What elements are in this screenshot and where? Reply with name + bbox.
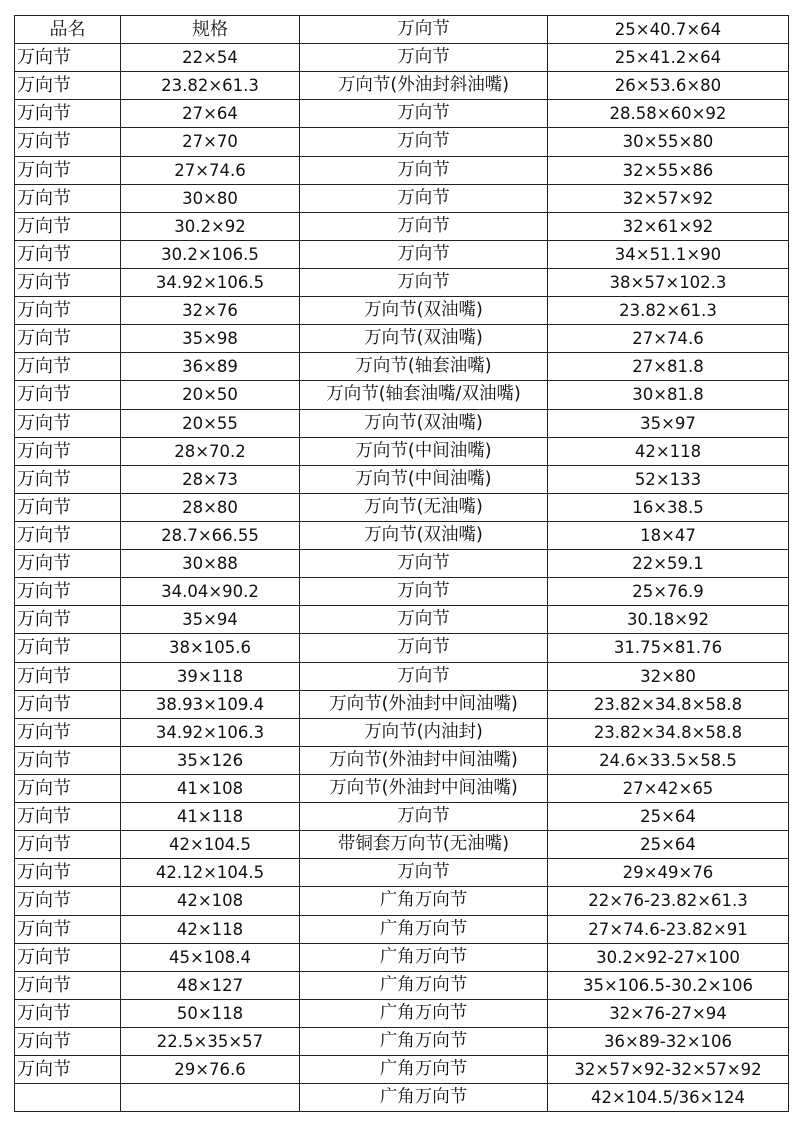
cell-spec: 38.93×109.4 xyxy=(121,690,300,718)
table-row xyxy=(15,971,789,999)
cell-spec-2: 27×74.6-23.82×91 xyxy=(548,915,789,943)
cell-spec: 50×118 xyxy=(121,999,300,1027)
cell-product-name-2: 广角万向节 xyxy=(300,1027,548,1055)
cell-product-name-2: 广角万向节 xyxy=(300,999,548,1027)
cell-product-name-2: 万向节(内油封) xyxy=(300,718,548,746)
cell-product-name: 万向节 xyxy=(15,1027,121,1055)
table-row xyxy=(15,409,789,437)
cell-product-name-2: 万向节 xyxy=(300,578,548,606)
cell-spec-2: 28.58×60×92 xyxy=(548,100,789,128)
cell-spec-2: 38×57×102.3 xyxy=(548,268,789,296)
cell-product-name: 万向节 xyxy=(15,859,121,887)
cell-product-name: 万向节 xyxy=(15,718,121,746)
product-spec-table xyxy=(14,15,789,1112)
cell-spec: 30.2×92 xyxy=(121,212,300,240)
cell-spec-2: 32×76-27×94 xyxy=(548,999,789,1027)
cell-spec: 20×55 xyxy=(121,409,300,437)
cell-product-name xyxy=(15,1084,121,1112)
cell-spec-2: 23.82×61.3 xyxy=(548,297,789,325)
table-row xyxy=(15,1084,789,1112)
table-row xyxy=(15,1027,789,1055)
cell-spec-2: 23.82×34.8×58.8 xyxy=(548,690,789,718)
cell-product-name-2: 万向节 xyxy=(300,803,548,831)
cell-spec-2: 25×64 xyxy=(548,831,789,859)
cell-spec-2: 32×57×92 xyxy=(548,184,789,212)
cell-spec: 45×108.4 xyxy=(121,943,300,971)
cell-spec-2: 27×81.8 xyxy=(548,353,789,381)
cell-spec-2: 31.75×81.76 xyxy=(548,634,789,662)
header-product-name-2: 万向节 xyxy=(300,16,548,44)
cell-product-name: 万向节 xyxy=(15,606,121,634)
cell-product-name-2: 万向节 xyxy=(300,662,548,690)
cell-product-name: 万向节 xyxy=(15,521,121,549)
cell-product-name: 万向节 xyxy=(15,100,121,128)
cell-spec-2: 22×76-23.82×61.3 xyxy=(548,887,789,915)
cell-spec: 22.5×35×57 xyxy=(121,1027,300,1055)
table-row xyxy=(15,521,789,549)
header-product-name: 品名 xyxy=(15,16,121,44)
cell-product-name-2: 广角万向节 xyxy=(300,1084,548,1112)
cell-spec: 29×76.6 xyxy=(121,1056,300,1084)
cell-spec-2: 32×57×92-32×57×92 xyxy=(548,1056,789,1084)
cell-product-name: 万向节 xyxy=(15,746,121,774)
cell-product-name-2: 万向节 xyxy=(300,240,548,268)
cell-product-name-2: 广角万向节 xyxy=(300,887,548,915)
cell-spec-2: 32×61×92 xyxy=(548,212,789,240)
cell-spec-2: 30.2×92-27×100 xyxy=(548,943,789,971)
table-row xyxy=(15,128,789,156)
cell-product-name-2: 带铜套万向节(无油嘴) xyxy=(300,831,548,859)
table-row xyxy=(15,746,789,774)
cell-product-name-2: 万向节 xyxy=(300,156,548,184)
cell-product-name-2: 万向节(外油封斜油嘴) xyxy=(300,72,548,100)
cell-product-name-2: 万向节(中间油嘴) xyxy=(300,437,548,465)
table-row xyxy=(15,831,789,859)
cell-spec: 30×88 xyxy=(121,550,300,578)
cell-spec-2: 26×53.6×80 xyxy=(548,72,789,100)
cell-spec-2: 25×41.2×64 xyxy=(548,44,789,72)
table-row xyxy=(15,184,789,212)
cell-spec: 41×118 xyxy=(121,803,300,831)
cell-spec: 30.2×106.5 xyxy=(121,240,300,268)
cell-spec-2: 42×104.5/36×124 xyxy=(548,1084,789,1112)
cell-spec: 34.04×90.2 xyxy=(121,578,300,606)
cell-product-name-2: 万向节 xyxy=(300,859,548,887)
cell-product-name: 万向节 xyxy=(15,887,121,915)
cell-spec: 42×118 xyxy=(121,915,300,943)
header-spec-2: 25×40.7×64 xyxy=(548,16,789,44)
cell-product-name-2: 万向节 xyxy=(300,606,548,634)
cell-spec: 48×127 xyxy=(121,971,300,999)
cell-product-name-2: 万向节 xyxy=(300,100,548,128)
cell-spec: 27×64 xyxy=(121,100,300,128)
cell-spec: 41×108 xyxy=(121,774,300,802)
cell-product-name: 万向节 xyxy=(15,803,121,831)
cell-product-name-2: 广角万向节 xyxy=(300,915,548,943)
table-row xyxy=(15,606,789,634)
cell-spec-2: 23.82×34.8×58.8 xyxy=(548,718,789,746)
cell-product-name: 万向节 xyxy=(15,915,121,943)
table-row xyxy=(15,100,789,128)
cell-product-name: 万向节 xyxy=(15,72,121,100)
cell-product-name-2: 万向节 xyxy=(300,44,548,72)
cell-product-name-2: 万向节 xyxy=(300,550,548,578)
cell-spec: 35×98 xyxy=(121,325,300,353)
table-row xyxy=(15,325,789,353)
cell-product-name: 万向节 xyxy=(15,409,121,437)
cell-spec-2: 35×97 xyxy=(548,409,789,437)
table-row xyxy=(15,353,789,381)
cell-spec: 27×70 xyxy=(121,128,300,156)
table-row xyxy=(15,268,789,296)
cell-spec: 23.82×61.3 xyxy=(121,72,300,100)
table-row xyxy=(15,803,789,831)
cell-spec-2: 30×81.8 xyxy=(548,381,789,409)
cell-product-name: 万向节 xyxy=(15,493,121,521)
cell-product-name: 万向节 xyxy=(15,634,121,662)
cell-product-name: 万向节 xyxy=(15,297,121,325)
cell-product-name-2: 万向节 xyxy=(300,212,548,240)
table-row xyxy=(15,240,789,268)
cell-product-name-2: 万向节 xyxy=(300,184,548,212)
cell-product-name: 万向节 xyxy=(15,437,121,465)
cell-product-name-2: 万向节(中间油嘴) xyxy=(300,465,548,493)
cell-product-name-2: 万向节(外油封中间油嘴) xyxy=(300,746,548,774)
cell-spec: 28×70.2 xyxy=(121,437,300,465)
table-row xyxy=(15,943,789,971)
cell-product-name: 万向节 xyxy=(15,1056,121,1084)
table-row xyxy=(15,887,789,915)
cell-spec: 27×74.6 xyxy=(121,156,300,184)
cell-spec: 42×108 xyxy=(121,887,300,915)
cell-spec-2: 22×59.1 xyxy=(548,550,789,578)
cell-product-name: 万向节 xyxy=(15,381,121,409)
cell-product-name-2: 万向节(外油封中间油嘴) xyxy=(300,774,548,802)
cell-spec-2: 18×47 xyxy=(548,521,789,549)
cell-spec-2: 32×80 xyxy=(548,662,789,690)
table-row xyxy=(15,662,789,690)
table-row xyxy=(15,44,789,72)
cell-product-name: 万向节 xyxy=(15,325,121,353)
cell-spec-2: 29×49×76 xyxy=(548,859,789,887)
cell-spec-2: 32×55×86 xyxy=(548,156,789,184)
cell-product-name: 万向节 xyxy=(15,44,121,72)
cell-spec-2: 35×106.5-30.2×106 xyxy=(548,971,789,999)
cell-spec-2: 27×42×65 xyxy=(548,774,789,802)
cell-spec-2: 25×64 xyxy=(548,803,789,831)
cell-product-name-2: 万向节(轴套油嘴) xyxy=(300,353,548,381)
cell-spec-2: 27×74.6 xyxy=(548,325,789,353)
cell-spec-2: 34×51.1×90 xyxy=(548,240,789,268)
table-row xyxy=(15,493,789,521)
table-row xyxy=(15,465,789,493)
cell-spec: 30×80 xyxy=(121,184,300,212)
cell-product-name: 万向节 xyxy=(15,465,121,493)
cell-spec: 42.12×104.5 xyxy=(121,859,300,887)
cell-product-name: 万向节 xyxy=(15,268,121,296)
table-row xyxy=(15,212,789,240)
cell-spec: 39×118 xyxy=(121,662,300,690)
cell-spec: 34.92×106.3 xyxy=(121,718,300,746)
cell-spec-2: 36×89-32×106 xyxy=(548,1027,789,1055)
header-row xyxy=(15,16,789,44)
table-row xyxy=(15,718,789,746)
cell-product-name: 万向节 xyxy=(15,128,121,156)
cell-spec: 28×80 xyxy=(121,493,300,521)
table-row xyxy=(15,634,789,662)
cell-spec: 35×126 xyxy=(121,746,300,774)
cell-product-name: 万向节 xyxy=(15,353,121,381)
table-row xyxy=(15,999,789,1027)
cell-spec-2: 24.6×33.5×58.5 xyxy=(548,746,789,774)
cell-product-name: 万向节 xyxy=(15,212,121,240)
cell-product-name-2: 广角万向节 xyxy=(300,943,548,971)
table-row xyxy=(15,437,789,465)
cell-spec: 28.7×66.55 xyxy=(121,521,300,549)
cell-spec: 20×50 xyxy=(121,381,300,409)
table-row xyxy=(15,1056,789,1084)
cell-spec xyxy=(121,1084,300,1112)
cell-product-name: 万向节 xyxy=(15,578,121,606)
cell-product-name-2: 万向节(无油嘴) xyxy=(300,493,548,521)
table-row xyxy=(15,297,789,325)
table-row xyxy=(15,381,789,409)
cell-product-name: 万向节 xyxy=(15,550,121,578)
cell-product-name-2: 万向节(双油嘴) xyxy=(300,297,548,325)
cell-spec: 35×94 xyxy=(121,606,300,634)
table-row xyxy=(15,578,789,606)
cell-product-name-2: 广角万向节 xyxy=(300,1056,548,1084)
table-row xyxy=(15,72,789,100)
table-row xyxy=(15,156,789,184)
cell-product-name: 万向节 xyxy=(15,662,121,690)
cell-product-name-2: 万向节(外油封中间油嘴) xyxy=(300,690,548,718)
cell-product-name-2: 万向节(双油嘴) xyxy=(300,325,548,353)
cell-product-name: 万向节 xyxy=(15,831,121,859)
header-spec: 规格 xyxy=(121,16,300,44)
cell-spec-2: 16×38.5 xyxy=(548,493,789,521)
cell-spec: 28×73 xyxy=(121,465,300,493)
cell-spec-2: 25×76.9 xyxy=(548,578,789,606)
cell-product-name: 万向节 xyxy=(15,240,121,268)
cell-spec-2: 30×55×80 xyxy=(548,128,789,156)
cell-product-name: 万向节 xyxy=(15,999,121,1027)
cell-product-name: 万向节 xyxy=(15,774,121,802)
table-body xyxy=(15,16,789,1112)
cell-product-name: 万向节 xyxy=(15,156,121,184)
cell-product-name: 万向节 xyxy=(15,690,121,718)
cell-product-name-2: 万向节 xyxy=(300,128,548,156)
cell-spec-2: 30.18×92 xyxy=(548,606,789,634)
table-row xyxy=(15,774,789,802)
cell-spec-2: 52×133 xyxy=(548,465,789,493)
cell-product-name: 万向节 xyxy=(15,943,121,971)
cell-product-name-2: 万向节 xyxy=(300,634,548,662)
cell-product-name-2: 广角万向节 xyxy=(300,971,548,999)
cell-product-name-2: 万向节 xyxy=(300,268,548,296)
table-row xyxy=(15,550,789,578)
cell-spec: 32×76 xyxy=(121,297,300,325)
cell-product-name: 万向节 xyxy=(15,971,121,999)
cell-product-name: 万向节 xyxy=(15,184,121,212)
cell-spec: 38×105.6 xyxy=(121,634,300,662)
cell-spec: 22×54 xyxy=(121,44,300,72)
cell-spec: 36×89 xyxy=(121,353,300,381)
table-row xyxy=(15,915,789,943)
cell-product-name-2: 万向节(轴套油嘴/双油嘴) xyxy=(300,381,548,409)
table-row xyxy=(15,690,789,718)
cell-spec: 42×104.5 xyxy=(121,831,300,859)
cell-spec: 34.92×106.5 xyxy=(121,268,300,296)
table-row xyxy=(15,859,789,887)
cell-product-name-2: 万向节(双油嘴) xyxy=(300,521,548,549)
cell-spec-2: 42×118 xyxy=(548,437,789,465)
cell-product-name-2: 万向节(双油嘴) xyxy=(300,409,548,437)
